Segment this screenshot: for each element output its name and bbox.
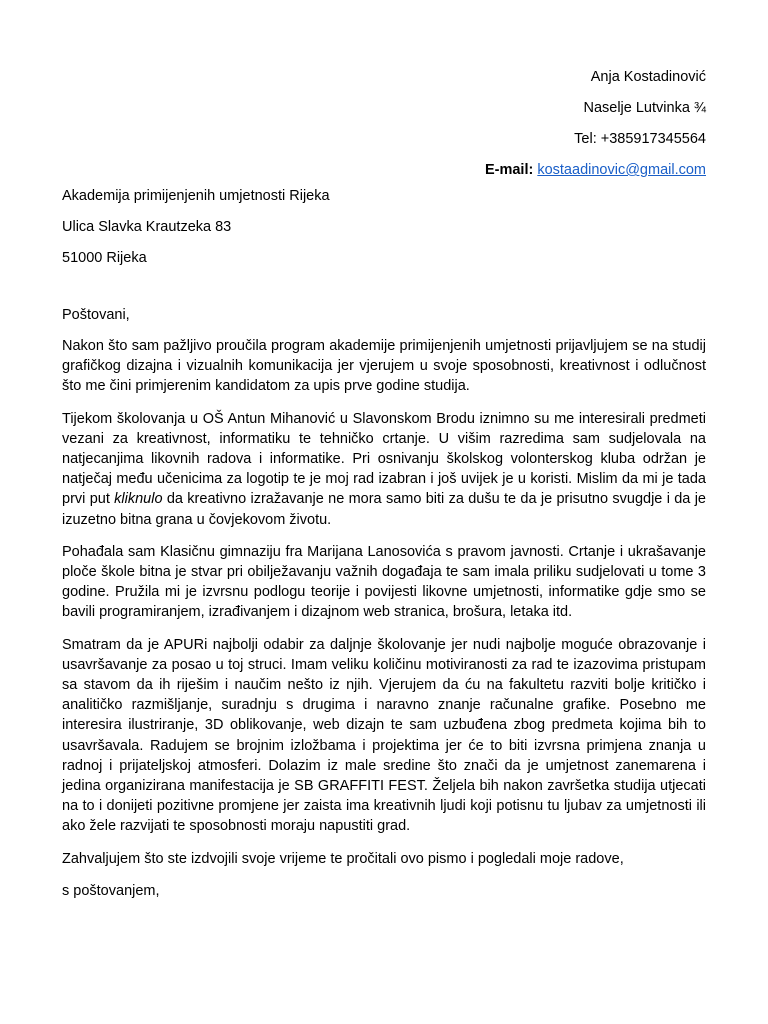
recipient-institution: Akademija primijenjenih umjetnosti Rijeka (62, 188, 330, 204)
closing: s poštovanjem, (62, 882, 160, 899)
sender-phone: Tel: +385917345564 (574, 131, 706, 147)
paragraph-1: Nakon što sam pažljivo proučila program akademije primijenjenih umjetnosti prijavljujem se na studij grafičkog dizajna i vizualnih komunikacija jer vjerujem u svoje sposobnosti, kreativnost i odlučnost što me čini primjerenim kandidatom za upis prve godine studija. (62, 338, 706, 395)
paragraph-2-part-a: Tijekom školovanja u OŠ Antun Mihanović u Slavonskom Brodu iznimno su me interesirali predmeti vezani za kreativnost, informatiku te tehničko crtanje. U višim razredima sam sudjelovala na natjecanjima likovnih radova i informatike. Pri osnivanju školskog volonterskog kluba održan je natječaj među učenicima za logotip te je moj rad izabran i još uvijek je u koristi. Mislim da mi je tada prvi put (62, 410, 706, 508)
sender-name: Anja Kostadinović (590, 69, 706, 85)
letter-body (62, 336, 706, 913)
paragraph-2 (62, 409, 706, 530)
recipient-city: 51000 Rijeka (62, 250, 147, 266)
paragraph-2-part-b: da kreativno izražavanje ne mora samo biti za dušu te da je prisutno svugdje i da je izuzetno bitna grana u čovjekovom životu. (62, 491, 706, 528)
greeting: Poštovani, (62, 307, 130, 323)
paragraph-2-emphasis: kliknulo (114, 491, 163, 508)
sender-block (485, 62, 706, 186)
sender-address: Naselje Lutvinka ¾ (583, 100, 706, 116)
email-link[interactable]: kostaadinovic@gmail.com (537, 162, 706, 178)
paragraph-5: Zahvaljujem što ste izdvojili svoje vrijeme te pročitali ovo pismo i pogledali moje radove, (62, 850, 624, 867)
recipient-block (62, 181, 330, 274)
sender-email-line (485, 155, 706, 186)
recipient-street: Ulica Slavka Krautzeka 83 (62, 219, 232, 235)
email-label: E-mail: (484, 162, 534, 178)
paragraph-4: Smatram da je APURi najbolji odabir za daljnje školovanje jer nudi najbolje moguće obrazovanje i usavršavanje za posao u toj struci. Imam veliku količinu motiviranosti za rad te izazovima pristupam sa stavom da ih riješim i naučim nešto iz njih. Vjerujem da ću na fakultetu razviti bolje kritičko i analitičko razmišljanje, suradnju s drugima i naravno znanje računalne grafike. Posebno me interesira ilustriranje, 3D oblikovanje, web dizajn te sam uzbuđena zbog predmeta kojima bih to usavršavala. Radujem se brojnim izložbama i projektima jer će to biti izvrsna primjena znanja u radnoj i prijateljskoj atmosferi. Dolazim iz male sredine što znači da je umjetnost zanemarena i jedina organizirana manifestacija je SB GRAFFITI FEST. Željela bih nakon završetka studija utjecati na to i donijeti pozitivne promjene jer zaista ima kreativnih ljudi koji potisnu tu ljubav za umjetnosti ili ako žele razvijati te sposobnosti moraju napustiti grad. (62, 636, 706, 835)
paragraph-3: Pohađala sam Klasičnu gimnaziju fra Marijana Lanosovića s pravom javnosti. Crtanje i ukrašavanje ploče škole bitna je stvar pri obilježavanju važnih događaja te sam imala priliku sudjelovati u tome 3 godine. Pružila mi je izvrsnu podlogu teorije i povijesti likovne umjetnosti, informatike gdje smo se bavili programiranjem, izrađivanjem i dizajnom web stranica, brošura, letaka itd. (62, 543, 706, 621)
